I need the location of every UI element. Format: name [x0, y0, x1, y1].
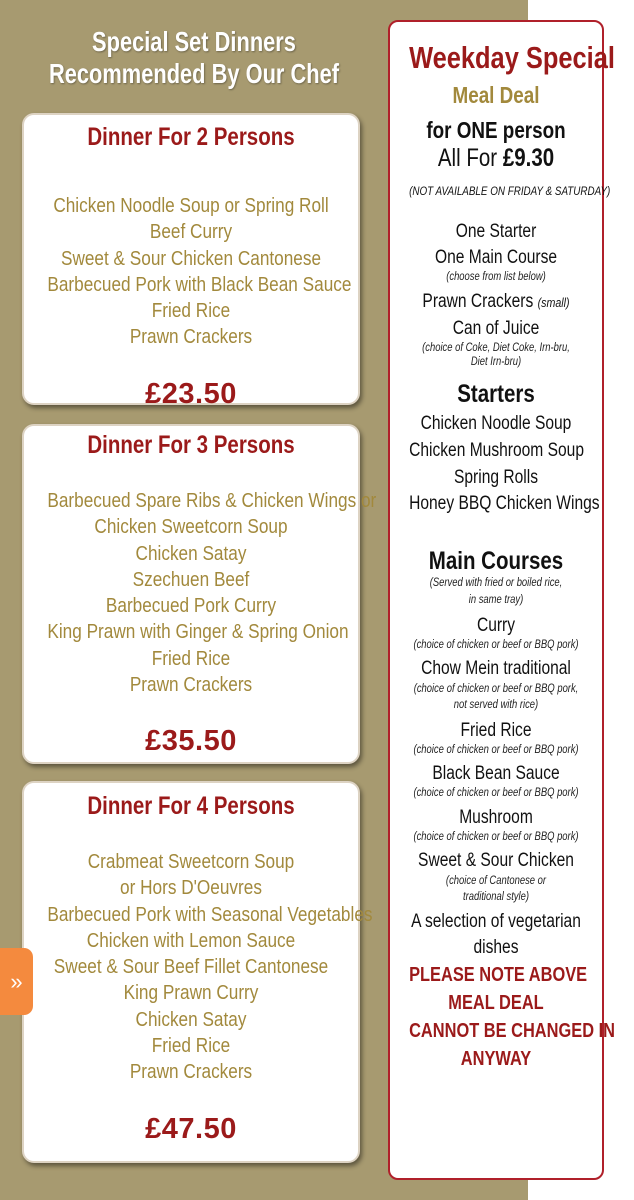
side-expand-tab[interactable]	[0, 948, 33, 1015]
list-item: Barbecued Pork with Seasonal Vegetables	[47, 903, 373, 926]
mains-note: in same tray)	[468, 594, 524, 606]
starter-item: Chicken Noodle Soup	[420, 413, 572, 434]
list-item: King Prawn with Ginger & Spring Onion	[47, 621, 349, 644]
main-course-item: Fried Rice	[460, 720, 532, 741]
vegetarian-note: dishes	[473, 937, 519, 958]
page-heading	[43, 26, 346, 90]
heading-line-2: Recommended By Our Chef	[48, 58, 340, 89]
starter-item: Spring Rolls	[454, 467, 538, 488]
deal-notice: ANYWAY	[460, 1048, 532, 1070]
main-course-item: Mushroom	[459, 807, 533, 828]
main-course-note: not served with rice)	[453, 699, 539, 711]
main-course-item: Chow Mein traditional	[421, 658, 571, 679]
deal-notice: PLEASE NOTE ABOVE	[409, 964, 588, 986]
list-item: Barbecued Pork with Black Bean Sauce	[47, 273, 352, 296]
heading-line-1: Special Set Dinners	[92, 26, 296, 57]
card-price: £23.50	[145, 377, 237, 410]
deal-notice: MEAL DEAL	[448, 992, 544, 1014]
mains-heading: Main Courses	[428, 547, 564, 575]
all-for-label: All For	[437, 144, 498, 172]
list-item: Chicken with Lemon Sauce	[86, 929, 296, 952]
main-course-note: (choice of chicken or beef or BBQ pork)	[413, 744, 579, 756]
starter-item: Chicken Mushroom Soup	[409, 440, 585, 461]
dinner-card-2-persons	[22, 113, 360, 410]
deal-item-note: Diet Irn-bru)	[470, 356, 522, 368]
main-course-item: Curry	[476, 615, 516, 636]
list-item: Prawn Crackers	[129, 1061, 253, 1084]
dinner-card-4-persons	[22, 781, 373, 1163]
dinner-card-3-persons	[22, 424, 377, 764]
card-title: Dinner For 3 Persons	[87, 431, 295, 459]
card-items	[24, 488, 377, 698]
list-item: Chicken Sweetcorn Soup	[94, 516, 288, 539]
vegetarian-note: A selection of vegetarian	[411, 911, 581, 932]
card-price: £35.50	[145, 725, 237, 758]
list-item: Fried Rice	[151, 647, 231, 670]
list-item: Chicken Satay	[135, 1008, 247, 1031]
list-item: Barbecued Spare Ribs & Chicken Wings or	[47, 490, 377, 512]
list-item: Chicken Noodle Soup or Spring Roll	[53, 195, 329, 217]
card-title: Dinner For 4 Persons	[87, 792, 295, 820]
main-course-item: Sweet & Sour Chicken	[418, 850, 574, 871]
deal-item-note: (choice of Coke, Diet Coke, Irn-bru,	[422, 342, 570, 354]
list-item: Chicken Satay	[135, 542, 247, 565]
special-price-line	[409, 144, 583, 173]
main-course-note: (choice of chicken or beef or BBQ pork)	[413, 639, 579, 651]
list-item: Fried Rice	[151, 1035, 231, 1058]
deal-item-note: (small)	[537, 295, 570, 310]
main-course-note: (choice of chicken or beef or BBQ pork)	[413, 831, 579, 843]
special-for-line: for ONE person	[426, 117, 566, 143]
availability-note: (NOT AVAILABLE ON FRIDAY & SATURDAY)	[409, 184, 611, 198]
deal-item-note: (choose from list below)	[446, 271, 546, 283]
list-item: Fried Rice	[151, 300, 231, 323]
list-item: Beef Curry	[149, 221, 233, 244]
list-item: Prawn Crackers	[129, 326, 253, 349]
main-course-note: traditional style)	[462, 891, 530, 903]
special-subtitle: Meal Deal	[452, 82, 540, 108]
weekday-special-panel	[388, 20, 616, 1180]
deal-item: Can of Juice	[452, 318, 540, 339]
main-course-note: (choice of Cantonese or	[445, 875, 547, 887]
double-chevron-right-icon: »	[10, 969, 23, 994]
deal-item: One Main Course	[434, 247, 558, 268]
card-title: Dinner For 2 Persons	[87, 123, 295, 151]
list-item: Crabmeat Sweetcorn Soup	[87, 851, 295, 873]
list-item: or Hors D'Oeuvres	[120, 877, 262, 900]
starter-item: Honey BBQ Chicken Wings	[409, 493, 600, 514]
special-title: Weekday Special	[409, 40, 615, 75]
deal-item: One Starter	[455, 221, 537, 242]
list-item: Sweet & Sour Beef Fillet Cantonese	[53, 956, 329, 979]
deal-item: Prawn Crackers (small)	[422, 291, 570, 312]
main-course-note: (choice of chicken or beef or BBQ pork)	[413, 787, 579, 799]
main-course-note: (choice of chicken or beef or BBQ pork,	[413, 683, 579, 695]
card-price: £47.50	[145, 1112, 237, 1145]
list-item: Sweet & Sour Chicken Cantonese	[60, 247, 322, 270]
mains-note: (Served with fried or boiled rice,	[429, 577, 563, 589]
main-course-item: Black Bean Sauce	[432, 763, 560, 784]
card-items	[24, 849, 373, 1086]
list-item: King Prawn Curry	[123, 982, 259, 1005]
special-price: £9.30	[502, 144, 555, 172]
list-item: Barbecued Pork Curry	[105, 595, 277, 618]
deal-notice: CANNOT BE CHANGED IN	[409, 1020, 616, 1042]
card-items	[24, 193, 358, 351]
list-item: Prawn Crackers	[129, 674, 253, 697]
list-item: Szechuen Beef	[132, 568, 250, 591]
starters-heading: Starters	[457, 380, 535, 408]
